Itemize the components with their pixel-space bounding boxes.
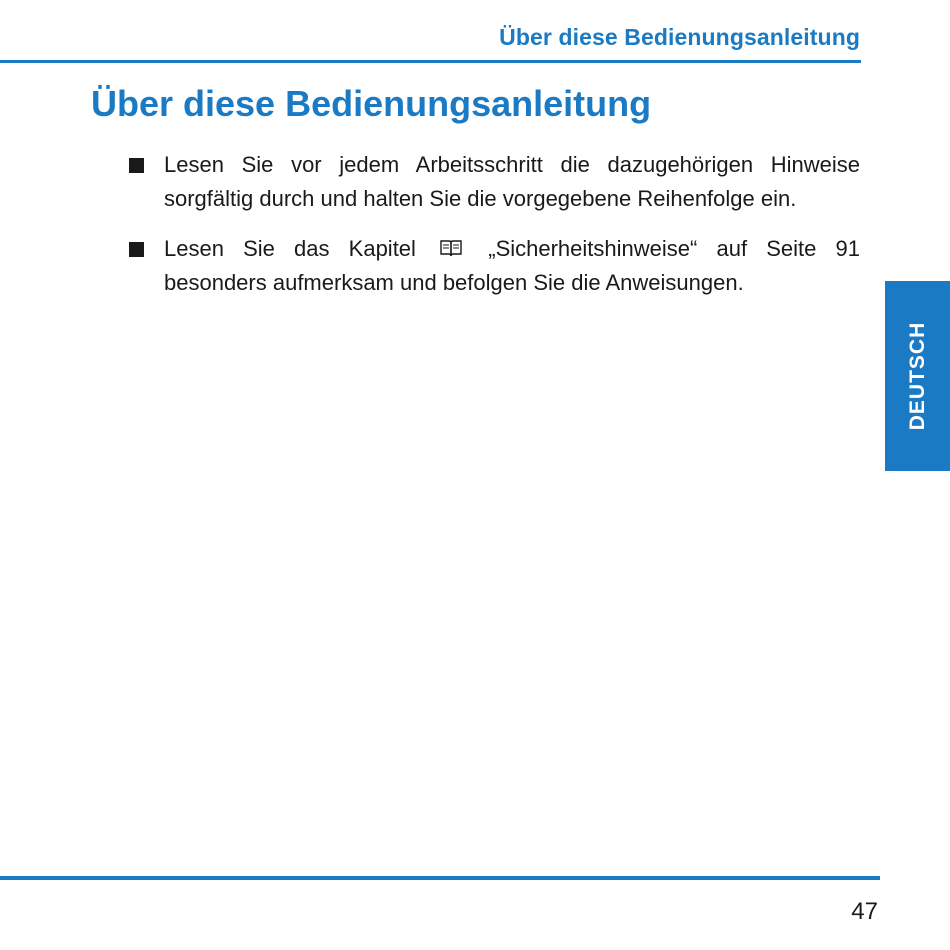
header-rule [0,60,861,63]
square-bullet-icon [129,242,144,257]
book-icon [439,238,463,258]
bullet-text: Lesen Sie vor jedem Arbeitsschritt die dazugehörigen Hinweise sorgfältig durch und halten Sie die vorgegebene Reihenfolge ein. [164,152,860,211]
language-tab [885,281,950,471]
bullet-list [128,148,860,316]
list-item [128,148,860,216]
page-title: Über diese Bedienungsanleitung [91,83,652,124]
running-header: Über diese Bedienungsanleitung [499,24,860,50]
page-number: 47 [851,898,878,925]
list-item [128,232,860,300]
bullet-text-before-icon: Lesen Sie das Kapitel [164,236,416,261]
bullet-text-after-icon: „Sicherheitshinweise“ auf Seite 91 besonders aufmerksam und befolgen Sie die Anweisungen. [164,236,860,295]
language-tab-label: DEUTSCH [905,321,929,431]
square-bullet-icon [129,158,144,173]
footer-rule [0,876,880,880]
